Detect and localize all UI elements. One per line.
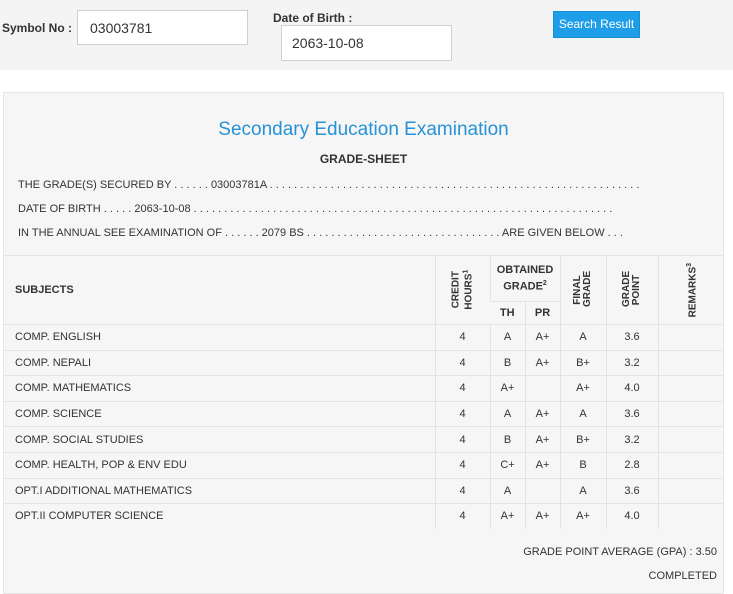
remarks-cell xyxy=(658,350,723,376)
subject-cell: COMP. HEALTH, POP & ENV EDU xyxy=(4,452,435,478)
grade-point-cell: 3.6 xyxy=(606,325,658,351)
subject-cell: COMP. SOCIAL STUDIES xyxy=(4,427,435,453)
th-grade-cell: B xyxy=(490,350,525,376)
credit-hours-cell: 4 xyxy=(435,452,490,478)
subject-cell: COMP. NEPALI xyxy=(4,350,435,376)
table-row xyxy=(4,427,723,453)
th-grade-cell: A xyxy=(490,325,525,351)
pr-header: PR xyxy=(525,302,560,325)
credit-hours-cell: 4 xyxy=(435,504,490,529)
grade-point-cell: 3.6 xyxy=(606,401,658,427)
th-header: TH xyxy=(490,302,525,325)
table-row xyxy=(4,452,723,478)
symbol-no-label: Symbol No : xyxy=(2,21,73,35)
pr-grade-cell: A+ xyxy=(525,452,560,478)
th-grade-cell: C+ xyxy=(490,452,525,478)
table-row xyxy=(4,401,723,427)
pr-grade-cell: A+ xyxy=(525,427,560,453)
final-grade-cell: B+ xyxy=(560,350,606,376)
remarks-cell xyxy=(658,452,723,478)
final-grade-cell: A xyxy=(560,325,606,351)
subjects-header: SUBJECTS xyxy=(4,256,435,325)
th-grade-cell: B xyxy=(490,427,525,453)
obtained-grade-header: OBTAINED GRADE$^2$ xyxy=(490,256,560,302)
table-row xyxy=(4,376,723,402)
pr-grade-cell: A+ xyxy=(525,504,560,529)
grade-sheet xyxy=(3,92,724,594)
table-row xyxy=(4,504,723,529)
grade-point-cell: 2.8 xyxy=(606,452,658,478)
final-grade-cell: A+ xyxy=(560,376,606,402)
subject-cell: OPT.II COMPUTER SCIENCE xyxy=(4,504,435,529)
credit-hours-cell: 4 xyxy=(435,401,490,427)
grade-sheet-heading: GRADE-SHEET xyxy=(319,152,408,166)
pr-grade-cell xyxy=(525,478,560,504)
gpa-text: GRADE POINT AVERAGE (GPA) : 3.50 xyxy=(523,546,717,558)
credit-hours-cell: 4 xyxy=(435,376,490,402)
table-row xyxy=(4,325,723,351)
final-grade-cell: A xyxy=(560,401,606,427)
search-result-button[interactable]: Search Result xyxy=(553,11,640,38)
status-text: COMPLETED xyxy=(648,570,717,582)
final-grade-header: FINAL GRADE xyxy=(560,256,606,325)
credit-hours-cell: 4 xyxy=(435,478,490,504)
th-grade-cell: A xyxy=(490,401,525,427)
credit-hours-cell: 4 xyxy=(435,350,490,376)
th-grade-cell: A+ xyxy=(490,504,525,529)
pr-grade-cell: A+ xyxy=(525,401,560,427)
search-form xyxy=(0,0,733,70)
remarks-cell xyxy=(658,427,723,453)
final-grade-cell: B+ xyxy=(560,427,606,453)
date-of-birth-input[interactable] xyxy=(281,25,452,61)
grade-point-cell: 3.2 xyxy=(606,350,658,376)
grade-point-header: GRADE POINT xyxy=(606,256,658,325)
date-of-birth-line: DATE OF BIRTH . . . . . 2063-10-08 . . . . . . . . . . . . . . . . . . . . . . . . . . . . . . . . . . . . . . . . . . . . . . . . . . . . . . . . . . . . . . . . . . . . . xyxy=(18,203,613,215)
date-of-birth-label: Date of Birth : xyxy=(273,11,353,25)
subject-cell: COMP. ENGLISH xyxy=(4,325,435,351)
final-grade-cell: A xyxy=(560,478,606,504)
subject-cell: COMP. SCIENCE xyxy=(4,401,435,427)
remarks-cell xyxy=(658,376,723,402)
pr-grade-cell: A+ xyxy=(525,350,560,376)
remarks-cell xyxy=(658,504,723,529)
subject-cell: COMP. MATHEMATICS xyxy=(4,376,435,402)
table-row xyxy=(4,478,723,504)
remarks-cell xyxy=(658,401,723,427)
exam-title: Secondary Education Examination xyxy=(218,119,509,140)
grade-point-cell: 4.0 xyxy=(606,504,658,529)
grade-point-cell: 3.6 xyxy=(606,478,658,504)
final-grade-cell: A+ xyxy=(560,504,606,529)
pr-grade-cell xyxy=(525,376,560,402)
grade-point-cell: 4.0 xyxy=(606,376,658,402)
credit-hours-header: CREDIT HOURS$^1$ xyxy=(435,256,490,325)
credit-hours-cell: 4 xyxy=(435,427,490,453)
grade-point-cell: 3.2 xyxy=(606,427,658,453)
credit-hours-cell: 4 xyxy=(435,325,490,351)
exam-year-line: IN THE ANNUAL SEE EXAMINATION OF . . . . . . 2079 BS . . . . . . . . . . . . . . . . . . . . . . . . . . . . . . . . ARE GIVEN BELOW . . . xyxy=(18,227,623,239)
th-grade-cell: A xyxy=(490,478,525,504)
symbol-no-input[interactable] xyxy=(77,10,248,45)
final-grade-cell: B xyxy=(560,452,606,478)
subject-cell: OPT.I ADDITIONAL MATHEMATICS xyxy=(4,478,435,504)
table-row xyxy=(4,350,723,376)
pr-grade-cell: A+ xyxy=(525,325,560,351)
secured-by-line: THE GRADE(S) SECURED BY . . . . . . 03003781A . . . . . . . . . . . . . . . . . . . . . . . . . . . . . . . . . . . . . . . . . . . . . . . . . . . . . . . . . . . . . xyxy=(18,179,640,191)
remarks-header: REMARKS$^3$ xyxy=(658,256,723,325)
grades-table xyxy=(4,255,723,529)
th-grade-cell: A+ xyxy=(490,376,525,402)
remarks-cell xyxy=(658,325,723,351)
remarks-cell xyxy=(658,478,723,504)
